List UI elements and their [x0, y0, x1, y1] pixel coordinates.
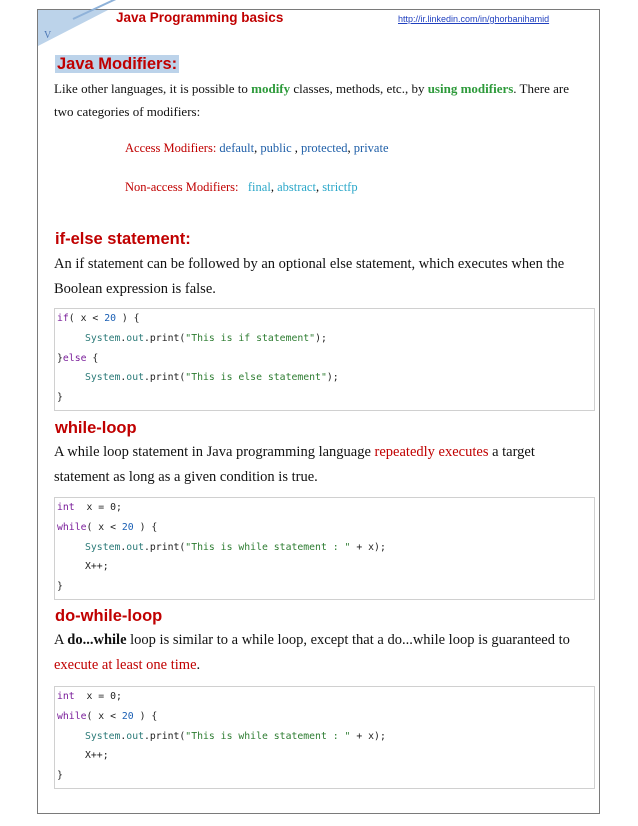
code-line: System.out.print("This is while statement : " + x);	[85, 541, 386, 553]
code-line: if( x < 20 ) {	[57, 313, 140, 324]
code-line: int x = 0;	[57, 502, 122, 513]
code-line: int x = 0;	[57, 691, 122, 702]
ifelse-description: An if statement can be followed by an optional else statement, which executes when the Boolean expression is false.	[54, 256, 565, 297]
code-block-while	[54, 497, 595, 600]
section-heading-dowhile: do-while-loop	[55, 607, 163, 625]
access-modifiers-line: Access Modifiers: default, public , protected, private	[125, 141, 389, 155]
code-line: }	[57, 392, 63, 404]
section-heading-modifiers: Java Modifiers:	[57, 55, 178, 73]
document-page	[37, 9, 600, 814]
code-block-dowhile	[54, 686, 595, 789]
code-line: System.out.print("This is if statement");	[85, 332, 327, 344]
code-line: while( x < 20 ) {	[57, 710, 158, 722]
section-heading-while: while-loop	[55, 419, 137, 437]
code-line: System.out.print("This is while statement : " + x);	[85, 730, 386, 742]
code-line: while( x < 20 ) {	[57, 521, 158, 533]
modifiers-intro: Like other languages, it is possible to modify classes, methods, etc., by using modifiers. There are two categories of modifiers:	[54, 81, 569, 119]
header-title: Java Programming basics	[116, 10, 284, 25]
non-access-modifiers-line: Non-access Modifiers: final, abstract, strictfp	[125, 180, 358, 194]
page-number: V	[44, 30, 52, 41]
code-line: }else {	[57, 352, 99, 364]
code-block-ifelse	[54, 308, 595, 411]
header-link[interactable]: http://ir.linkedin.com/in/ghorbanihamid	[398, 14, 550, 24]
code-line: }	[57, 770, 63, 782]
while-description: A while loop statement in Java programming language repeatedly executes a target statement as long as a given condition is true.	[54, 444, 535, 485]
code-line: System.out.print("This is else statement");	[85, 372, 339, 384]
code-line: }	[57, 581, 63, 593]
code-line: X++;	[85, 750, 109, 762]
section-heading-ifelse: if-else statement:	[55, 230, 191, 248]
dowhile-description: A do...while loop is similar to a while loop, except that a do...while loop is guaranteed to execute at least one time.	[54, 632, 570, 673]
code-line: X++;	[85, 561, 109, 573]
